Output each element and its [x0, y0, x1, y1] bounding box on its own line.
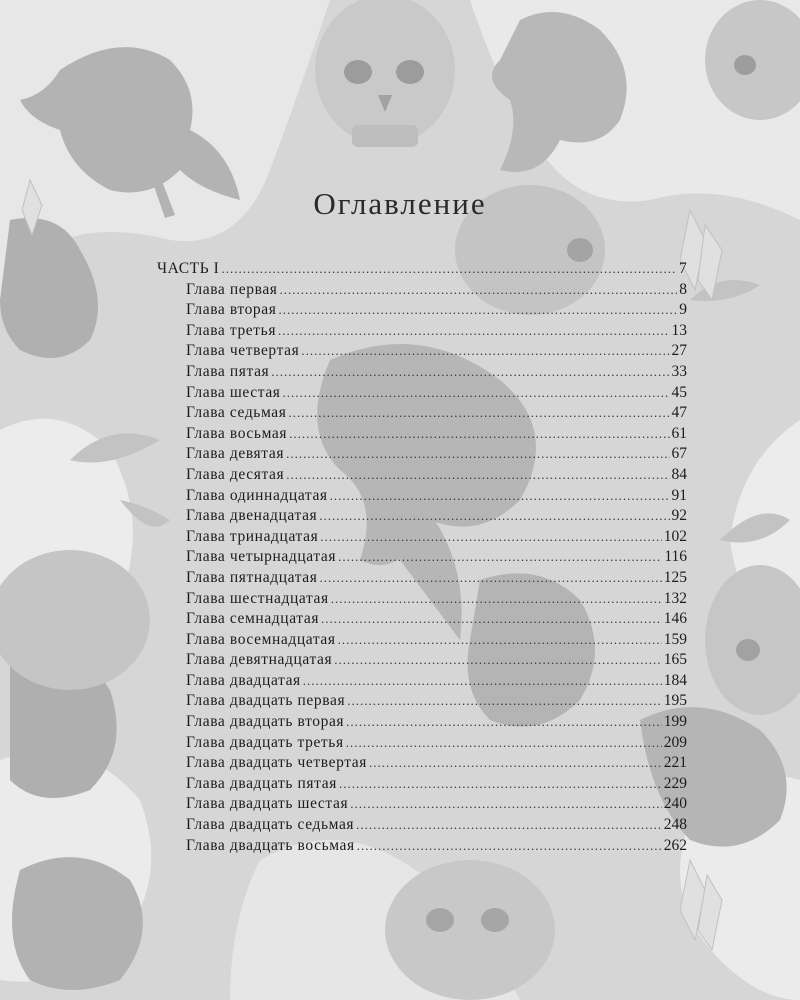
- toc-entry-label: Глава десятая: [186, 465, 285, 483]
- toc-page-number: 7: [678, 260, 687, 277]
- toc-chapter-row[interactable]: [157, 753, 687, 774]
- dot-leader: [280, 280, 678, 301]
- toc-chapter-row[interactable]: [157, 527, 687, 548]
- dot-leader: [283, 383, 670, 404]
- toc-page-number: 209: [663, 733, 687, 751]
- dot-leader: [320, 527, 661, 548]
- toc-entry-label: Глава восьмая: [186, 424, 288, 442]
- toc-page-number: 92: [671, 507, 687, 525]
- toc-chapter-row[interactable]: [157, 444, 687, 465]
- dot-leader: [339, 774, 662, 795]
- dot-leader: [286, 444, 669, 465]
- toc-entry-label: Глава четвертая: [186, 342, 300, 360]
- toc-page-number: 45: [671, 383, 687, 401]
- toc-chapter-row[interactable]: [157, 486, 687, 507]
- toc-page-number: 27: [671, 342, 687, 360]
- toc-chapter-row[interactable]: [157, 465, 687, 486]
- toc-page-number: 13: [671, 321, 687, 339]
- toc-chapter-row[interactable]: [157, 794, 687, 815]
- toc-page-number: 8: [679, 280, 687, 298]
- toc-chapter-row[interactable]: [157, 341, 687, 362]
- raven-icon: [12, 857, 143, 990]
- toc-chapter-row[interactable]: [157, 609, 687, 630]
- toc-entry-label: Глава четырнадцатая: [186, 548, 337, 566]
- toc-page-number: 116: [664, 548, 687, 566]
- toc-entry-label: Глава двенадцатая: [186, 507, 318, 525]
- dot-leader: [221, 259, 676, 280]
- dot-leader: [330, 486, 670, 507]
- toc-page-number: 9: [679, 301, 687, 319]
- dot-leader: [356, 815, 662, 836]
- table-of-contents: [157, 259, 687, 856]
- dot-leader: [301, 341, 669, 362]
- toc-page-number: 221: [663, 754, 687, 772]
- toc-page-number: 102: [663, 527, 687, 545]
- toc-entry-label: Глава двадцать первая: [186, 692, 346, 710]
- toc-entry-label: Глава шестая: [186, 383, 281, 401]
- dot-leader: [289, 403, 670, 424]
- toc-page-number: 184: [663, 671, 687, 689]
- toc-chapter-row[interactable]: [157, 671, 687, 692]
- toc-entry-label: Глава двадцать седьмая: [186, 816, 355, 834]
- toc-chapter-row[interactable]: [157, 836, 687, 857]
- toc-entry-label: Глава семнадцатая: [186, 610, 320, 628]
- toc-entry-label: Глава девятнадцатая: [186, 651, 333, 669]
- toc-chapter-row[interactable]: [157, 733, 687, 754]
- dot-leader: [279, 300, 678, 321]
- toc-page-number: 146: [663, 610, 687, 628]
- toc-page-number: 248: [663, 816, 687, 834]
- toc-chapter-row[interactable]: [157, 424, 687, 445]
- toc-entry-label: Глава пятнадцатая: [186, 568, 318, 586]
- toc-entry-label: Глава девятая: [186, 445, 285, 463]
- toc-page-number: 84: [671, 465, 687, 483]
- dot-leader: [347, 691, 662, 712]
- toc-entry-label: Глава восемнадцатая: [186, 630, 336, 648]
- toc-entry-label: Глава одиннадцатая: [186, 486, 328, 504]
- page-title: Оглавление: [313, 186, 487, 221]
- toc-entry-label: Глава седьмая: [186, 404, 287, 422]
- toc-page-number: 91: [671, 486, 687, 504]
- dot-leader: [278, 321, 669, 342]
- toc-chapter-row[interactable]: [157, 568, 687, 589]
- toc-entry-label: Глава тринадцатая: [186, 527, 319, 545]
- toc-page-number: 165: [663, 651, 687, 669]
- dot-leader: [286, 465, 669, 486]
- toc-entry-label: ЧАСТЬ I: [157, 260, 220, 277]
- toc-page-number: 240: [663, 795, 687, 813]
- toc-page-number: 229: [663, 774, 687, 792]
- dot-leader: [338, 630, 662, 651]
- toc-page-number: 132: [663, 589, 687, 607]
- toc-chapter-row[interactable]: [157, 280, 687, 301]
- dot-leader: [369, 753, 662, 774]
- toc-entry-label: Глава двадцать третья: [186, 733, 344, 751]
- toc-entry-label: Глава двадцать шестая: [186, 795, 349, 813]
- toc-chapter-row[interactable]: [157, 383, 687, 404]
- toc-chapter-row[interactable]: [157, 300, 687, 321]
- dot-leader: [321, 609, 662, 630]
- toc-chapter-row[interactable]: [157, 321, 687, 342]
- toc-chapter-row[interactable]: [157, 362, 687, 383]
- toc-entry-label: Глава первая: [186, 280, 278, 298]
- toc-entry-label: Глава двадцатая: [186, 671, 301, 689]
- toc-chapter-row[interactable]: [157, 589, 687, 610]
- toc-page-number: 199: [663, 713, 687, 731]
- toc-page-number: 262: [663, 836, 687, 854]
- toc-entry-label: Глава вторая: [186, 301, 277, 319]
- toc-chapter-row[interactable]: [157, 691, 687, 712]
- dot-leader: [331, 589, 662, 610]
- toc-chapter-row[interactable]: [157, 712, 687, 733]
- toc-page-number: 61: [671, 424, 687, 442]
- dot-leader: [357, 836, 662, 857]
- toc-entry-label: Глава двадцать четвертая: [186, 754, 368, 772]
- toc-page-number: 33: [671, 362, 687, 380]
- dot-leader: [319, 568, 661, 589]
- toc-part-row[interactable]: [157, 259, 687, 280]
- toc-chapter-row[interactable]: [157, 547, 687, 568]
- toc-chapter-row[interactable]: [157, 630, 687, 651]
- toc-entry-label: Глава двадцать восьмая: [186, 836, 355, 854]
- toc-chapter-row[interactable]: [157, 650, 687, 671]
- dot-leader: [346, 733, 662, 754]
- toc-chapter-row[interactable]: [157, 815, 687, 836]
- dot-leader: [303, 671, 662, 692]
- toc-chapter-row[interactable]: [157, 774, 687, 795]
- dot-leader: [346, 712, 662, 733]
- toc-page-number: 67: [671, 445, 687, 463]
- toc-page-number: 125: [663, 568, 687, 586]
- dot-leader: [289, 424, 669, 445]
- skull-icon: [385, 860, 555, 1000]
- dot-leader: [271, 362, 669, 383]
- dot-leader: [338, 547, 662, 568]
- toc-entry-label: Глава двадцать вторая: [186, 713, 345, 731]
- toc-page-number: 195: [663, 692, 687, 710]
- toc-entry-label: Глава пятая: [186, 362, 270, 380]
- toc-page-number: 159: [663, 630, 687, 648]
- toc-entry-label: Глава третья: [186, 321, 277, 339]
- dot-leader: [350, 794, 662, 815]
- toc-entry-label: Глава двадцать пятая: [186, 774, 337, 792]
- dot-leader: [334, 650, 661, 671]
- toc-page-number: 47: [671, 404, 687, 422]
- toc-chapter-row[interactable]: [157, 403, 687, 424]
- dot-leader: [319, 506, 669, 527]
- toc-chapter-row[interactable]: [157, 506, 687, 527]
- toc-entry-label: Глава шестнадцатая: [186, 589, 329, 607]
